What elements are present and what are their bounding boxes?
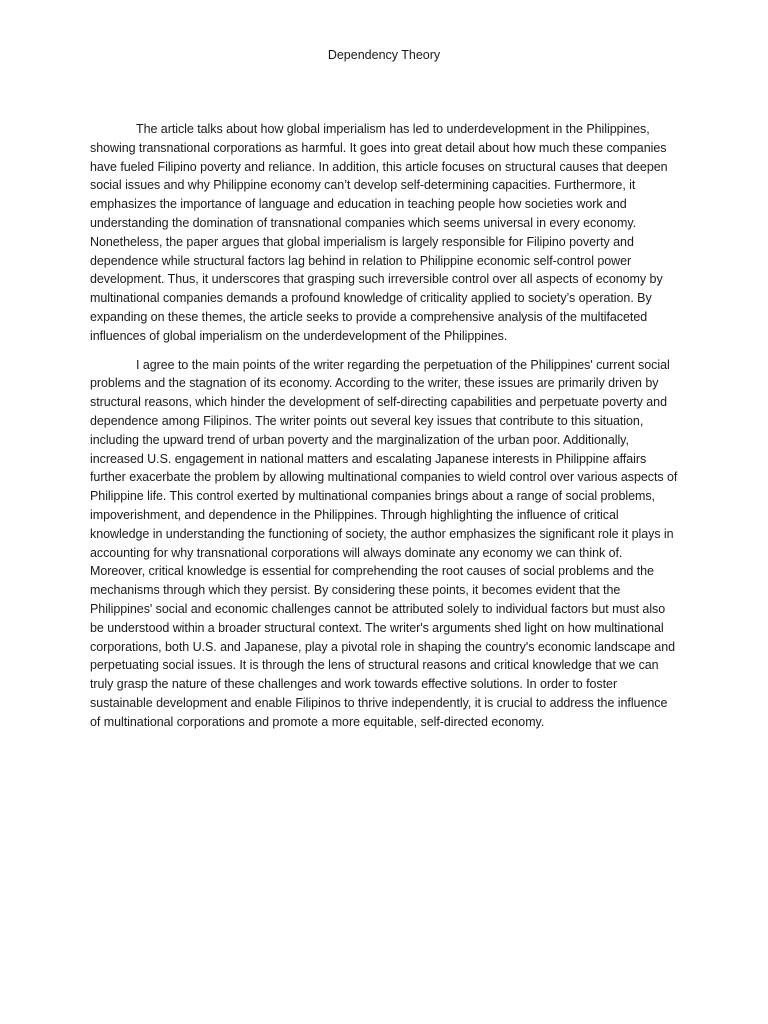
- paragraph-1: The article talks about how global imperialism has led to underdevelopment in the Philippines, showing transnational corporations as harmful. It goes into great detail about how much these companies have fueled Filipino poverty and reliance. In addition, this article focuses on structural causes that deepen social issues and why Philippine economy can’t develop self-determining capacities. Furthermore, it emphasizes the importance of language and education in teaching people how societies work and understanding the domination of transnational companies which seems universal in every economy. Nonetheless, the paper argues that global imperialism is largely responsible for Filipino poverty and dependence while structural factors lag behind in relation to Philippine economic self-control power development. Thus, it underscores that grasping such irreversible control over all aspects of economy by multinational companies demands a profound knowledge of criticality applied to society’s operation. By expanding on these themes, the article seeks to provide a comprehensive analysis of the multifaceted influences of global imperialism on the underdevelopment of the Philippines.: [90, 122, 668, 343]
- page-title: Dependency Theory: [327, 48, 441, 62]
- paragraph-2: I agree to the main points of the writer regarding the perpetuation of the Philippines' current social problems and the stagnation of its economy. According to the writer, these issues are primarily driven by structural reasons, which hinder the development of self-directing capabilities and perpetuate poverty and dependence among Filipinos. The writer points out several key issues that contribute to this situation, including the upward trend of urban poverty and the marginalization of the urban poor. Additionally, increased U.S. engagement in national matters and escalating Japanese interests in Philippine affairs further exacerbate the problem by allowing multinational companies to wield control over various aspects of Philippine life. This control exerted by multinational companies brings about a range of social problems, impoverishment, and dependence in the Philippines. Through highlighting the influence of critical knowledge in understanding the functioning of society, the author emphasizes the significant role it plays in accounting for why transnational corporations will always dominate any economy we can think of. Moreover, critical knowledge is essential for comprehending the root causes of social problems and the mechanisms through which they persist. By considering these points, it becomes evident that the Philippines' social and economic challenges cannot be attributed solely to individual factors but must also be understood within a broader structural context. The writer's arguments shed light on how multinational corporations, both U.S. and Japanese, play a pivotal role in shaping the country's economic landscape and perpetuating social issues. It is through the lens of structural reasons and critical knowledge that we can truly grasp the nature of these challenges and work towards effective solutions. In order to foster sustainable development and enable Filipinos to thrive independently, it is crucial to address the influence of multinational corporations and promote a more equitable, self-directed economy.: [90, 357, 678, 729]
